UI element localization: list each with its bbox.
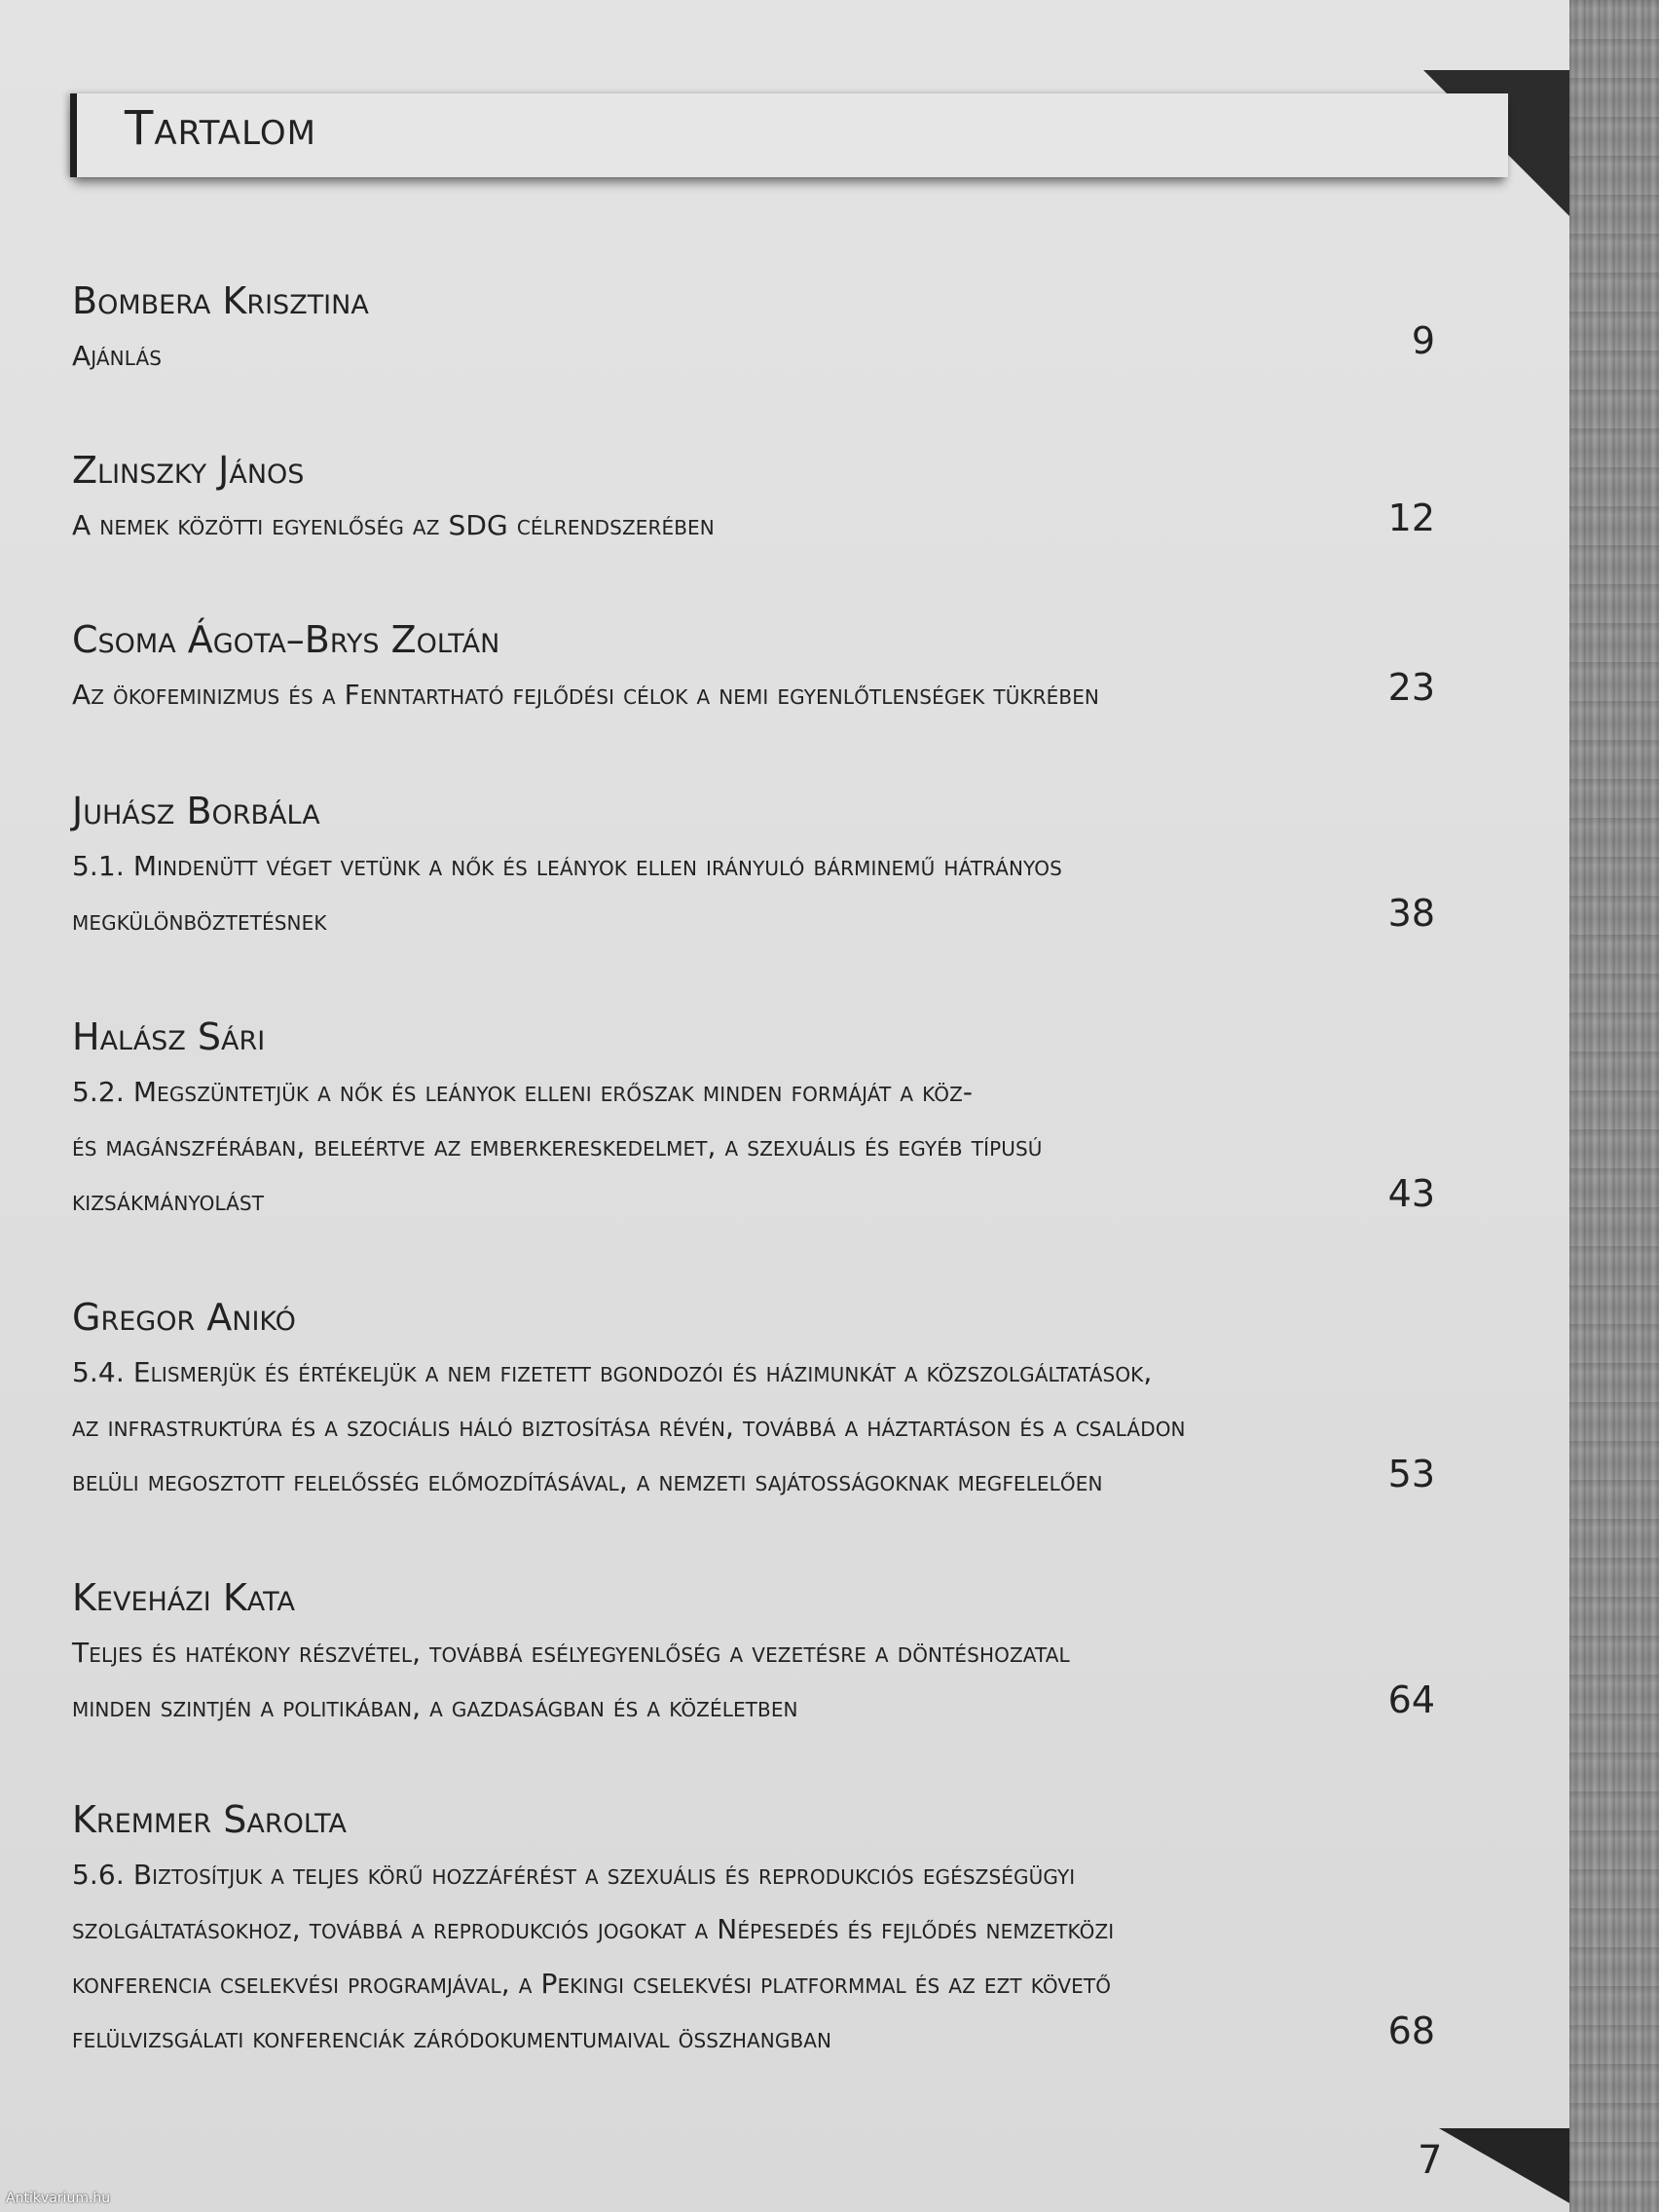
- toc-title-line: 5.2. Megszüntetjük a nők és leányok elleni erőszak minden formáját a köz-: [72, 1076, 974, 1108]
- toc-author: Keveházi Kata: [72, 1576, 295, 1619]
- toc-title-line: Ajánlás: [72, 340, 163, 372]
- toc-entry: [72, 787, 1435, 948]
- toc-title-line: Teljes és hatékony részvétel, továbbá esélyegyenlőség a vezetésre a döntéshozatal: [72, 1637, 1070, 1669]
- toc-title-line: 5.6. Biztosítjuk a teljes körű hozzáférést a szexuális és reprodukciós egészségügyi: [72, 1859, 1076, 1891]
- toc-title-line: 5.1. Mindenütt véget vetünk a nők és leányok ellen irányuló bárminemű hátrányos: [72, 850, 1062, 882]
- toc-title-line: felülvizsgálati konferenciák záródokumentumaival összhangban: [72, 2022, 832, 2054]
- toc-entry: [72, 1013, 1435, 1229]
- toc-title-line: megkülönböztetésnek: [72, 904, 327, 937]
- toc-entry: [72, 1573, 1435, 1735]
- book-edge: [1569, 0, 1659, 2212]
- toc-title-line: kizsákmányolást: [72, 1185, 265, 1217]
- toc-author: Juhász Borbála: [72, 790, 320, 832]
- toc-author: Halász Sári: [72, 1015, 266, 1058]
- watermark: Antikvarium.hu: [6, 2191, 111, 2206]
- toc-title: [72, 329, 1435, 384]
- toc-author: Gregor Anikó: [72, 1296, 296, 1339]
- toc-page-number: 38: [1387, 892, 1435, 935]
- toc-entry: [72, 1795, 1435, 2066]
- toc-title: [72, 498, 1435, 553]
- toc-page-number: 68: [1387, 2009, 1435, 2052]
- toc-author: Csoma Ágota–Brys Zoltán: [72, 618, 500, 661]
- toc-page-number: 43: [1387, 1172, 1435, 1215]
- toc-entry: [72, 446, 1435, 553]
- toc-title: [72, 668, 1435, 722]
- toc-entry: [72, 1293, 1435, 1509]
- toc-title-line: minden szintjén a politikában, a gazdaságban és a közéletben: [72, 1691, 798, 1723]
- toc-title-line: 5.4. Elismerjük és értékeljük a nem fizetett bgondozói és házimunkát a közszolgáltatások,: [72, 1356, 1153, 1388]
- toc-title: [72, 839, 1435, 948]
- toc-author: Bombera Krisztina: [72, 279, 369, 322]
- toc-title: [72, 1626, 1435, 1735]
- toc-author: Zlinszky János: [72, 449, 305, 492]
- toc-title: [72, 1065, 1435, 1229]
- toc-title-line: A nemek közötti egyenlőség az SDG célrendszerében: [72, 509, 715, 541]
- toc-page-number: 64: [1387, 1678, 1435, 1721]
- toc-title-line: és magánszférában, beleértve az emberkereskedelmet, a szexuális és egyéb típusú: [72, 1130, 1043, 1162]
- toc-title: [72, 1848, 1435, 2066]
- toc-title: [72, 1346, 1435, 1509]
- toc-page-number: 23: [1387, 666, 1435, 709]
- toc-title-line: szolgáltatásokhoz, továbbá a reprodukciós jogokat a Népesedés és fejlődés nemzetközi: [72, 1913, 1115, 1945]
- page-number: 7: [1418, 2138, 1443, 2183]
- toc-page-number: 12: [1387, 497, 1435, 539]
- toc-title-line: az infrastruktúra és a szociális háló biztosítása révén, továbbá a háztartáson és a családon: [72, 1411, 1186, 1443]
- toc-title-line: belüli megosztott felelősség előmozdításával, a nemzeti sajátosságoknak megfelelően: [72, 1465, 1103, 1497]
- page-title: Tartalom: [125, 101, 316, 156]
- toc-page-number: 9: [1411, 319, 1435, 362]
- toc-page-number: 53: [1387, 1453, 1435, 1495]
- toc-entry: [72, 276, 1435, 384]
- toc-entry: [72, 615, 1435, 722]
- toc-title-line: konferencia cselekvési programjával, a Pekingi cselekvési platformmal és az ezt követő: [72, 1968, 1112, 2000]
- toc-author: Kremmer Sarolta: [72, 1798, 348, 1841]
- toc-title-line: Az ökofeminizmus és a Fenntartható fejlődési célok a nemi egyenlőtlenségek tükrében: [72, 679, 1099, 711]
